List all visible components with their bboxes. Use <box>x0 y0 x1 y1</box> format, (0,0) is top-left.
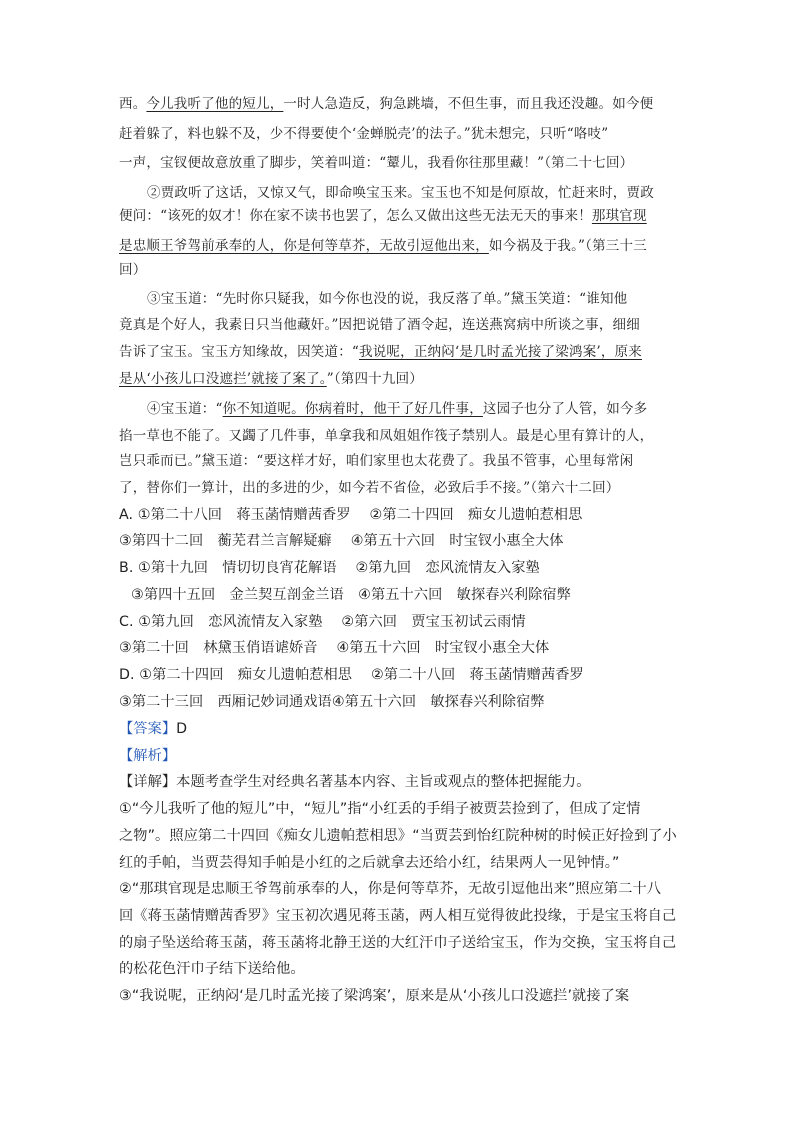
passage-line: 掐一草也不能了。又蠲了几件事，单拿我和凤姐姐作筏子禁别人。最是心里有算计的人， <box>119 428 654 444</box>
option-c-line2: ③第二十回 林黛玉俏语谑娇音 ④第五十六回 时宝钗小惠全大体 <box>119 640 550 656</box>
analysis-line: 红的手帕，当贾芸得知手帕是小红的之后就拿去还给小红，结果两人一见钟情。” <box>119 855 620 871</box>
underlined-text: 你不知道呢。你病着时，他干了好几件事， <box>222 401 483 417</box>
text-segment: ④宝玉道：“ <box>147 401 223 417</box>
passage-line <box>119 94 679 114</box>
answer-tag: 【答案】 <box>119 721 177 737</box>
option-a-line1: A. ①第二十八回 蒋玉菡情赠茜香罗 ②第二十四回 痴女儿遗帕惹相思 <box>119 507 583 523</box>
analysis-heading <box>119 746 679 766</box>
underlined-text: 我说呢，正纳闷‘是几时孟光接了梁鸿案’，原来 <box>359 344 642 360</box>
passage-line: 竟真是个好人，我素日只当他藏奸。”因把说错了酒令起，连送燕窝病中所谈之事，细细 <box>119 317 640 333</box>
text-segment: ”（第四十九回） <box>326 371 423 387</box>
text-segment: 西。 <box>119 96 147 112</box>
analysis-line: ②“那琪官现是忠顺王爷驾前承奉的人，你是何等草芥，无故引逗他出来”照应第二十八 <box>119 881 662 897</box>
text-segment: 一时人急造反，狗急跳墙，不但生事，而且我还没趣。如今便 <box>283 96 654 112</box>
passage-line <box>119 206 679 226</box>
text-segment: 这园子也分了人管，如今多 <box>482 401 648 417</box>
analysis-line <box>119 772 679 792</box>
option-b-line1: B. ①第十九回 情切切良宵花解语 ②第九回 恋风流情友入家塾 <box>119 560 540 576</box>
underlined-text: 那琪官现 <box>591 208 647 224</box>
passage-line <box>119 236 679 256</box>
text-segment: 告诉了宝玉。宝玉方知缘故，因笑道：“ <box>119 344 360 360</box>
underlined-text: 是忠顺王爷驾前承奉的人，你是何等草芥，无故引逗他出来， <box>119 238 489 254</box>
passage-line: ③宝玉道：“先时你只疑我，如今你也没的说，我反落了单。”黛玉笑道：“谁知他 <box>147 291 628 307</box>
passage-line <box>119 342 679 362</box>
option-c-line1: C. ①第九回 恋风流情友入家塾 ②第六回 贾宝玉初试云雨情 <box>119 614 526 630</box>
passage-line: ②贾政听了这话，又惊又气，即命唤宝玉来。宝玉也不知是何原故，忙赶来时，贾政 <box>147 185 654 201</box>
text-segment: 本题考查学生对经典名著基本内容、主旨或观点的整体把握能力。 <box>176 774 591 790</box>
analysis-tag: 【解析】 <box>119 748 177 764</box>
analysis-line: 之物”。照应第二十四回《痴女儿遗帕惹相思》“当贾芸到怡红院种树的时候正好捡到了小 <box>119 828 677 844</box>
underlined-text: 今儿我听了他的短儿， <box>146 96 284 112</box>
passage-line: 岂只乖而已。”黛玉道：“要这样才好，咱们家里也太花费了。我虽不管事，心里每常闲 <box>119 453 634 469</box>
passage-line: 回） <box>119 262 147 278</box>
passage-line: 了，替你们一算计，出的多进的少，如今若不省俭，必致后手不接。”（第六十二回） <box>119 480 620 496</box>
analysis-line: 的松花色汗巾子结下送给他。 <box>119 961 305 977</box>
text-segment: 便问：“该死的奴才！你在家不读书也罢了，怎么又做出这些无法无天的事来！ <box>119 208 592 224</box>
analysis-line: 的扇子坠送给蒋玉菡，蒋玉菡将北静王送的大红汗巾子送给宝玉，作为交换，宝玉将自己 <box>119 935 677 951</box>
underlined-text: 是从‘小孩儿口没遮拦’就接了案了。 <box>119 371 327 387</box>
passage-line <box>147 399 707 419</box>
passage-line: 一声，宝钗便故意放重了脚步，笑着叫道：“颦儿，我看你往那里藏！”（第二十七回） <box>119 155 634 171</box>
option-a-line2: ③第四十二回 蘅芜君兰言解疑癖 ④第五十六回 时宝钗小惠全大体 <box>119 533 564 549</box>
detail-tag: 【详解】 <box>119 774 177 790</box>
analysis-line: ③“我说呢，正纳闷‘是几时孟光接了梁鸿案’，原来是从‘小孩儿口没遮拦’就接了案 <box>119 988 630 1004</box>
passage-line: 赶着躲了，料也躲不及，少不得要使个‘金蝉脱壳’的法子。”犹未想完，只听“咯吱” <box>119 126 609 142</box>
answer-value: D <box>176 721 188 737</box>
option-d-line2: ③第二十三回 西厢记妙词通戏语④第五十六回 敏探春兴利除宿弊 <box>119 694 545 710</box>
option-d-line1: D. ①第二十四回 痴女儿遗帕惹相思 ②第二十八回 蒋玉菡情赠茜香罗 <box>119 667 584 683</box>
answer-line <box>119 719 679 739</box>
analysis-line: 回《蒋玉菡情赠茜香罗》宝玉初次遇见蒋玉菡，两人相互觉得彼此投缘，于是宝玉将自己 <box>119 908 677 924</box>
analysis-line: ①“今儿我听了他的短儿”中，“短儿”指“小红丢的手绢子被贾芸捡到了，但成了定情 <box>119 801 641 817</box>
text-segment: 如今祸及于我。”（第三十三 <box>488 238 647 254</box>
passage-line <box>119 369 679 389</box>
option-b-line2: ③第四十五回 金兰契互剖金兰语 ④第五十六回 敏探春兴利除宿弊 <box>131 587 571 603</box>
